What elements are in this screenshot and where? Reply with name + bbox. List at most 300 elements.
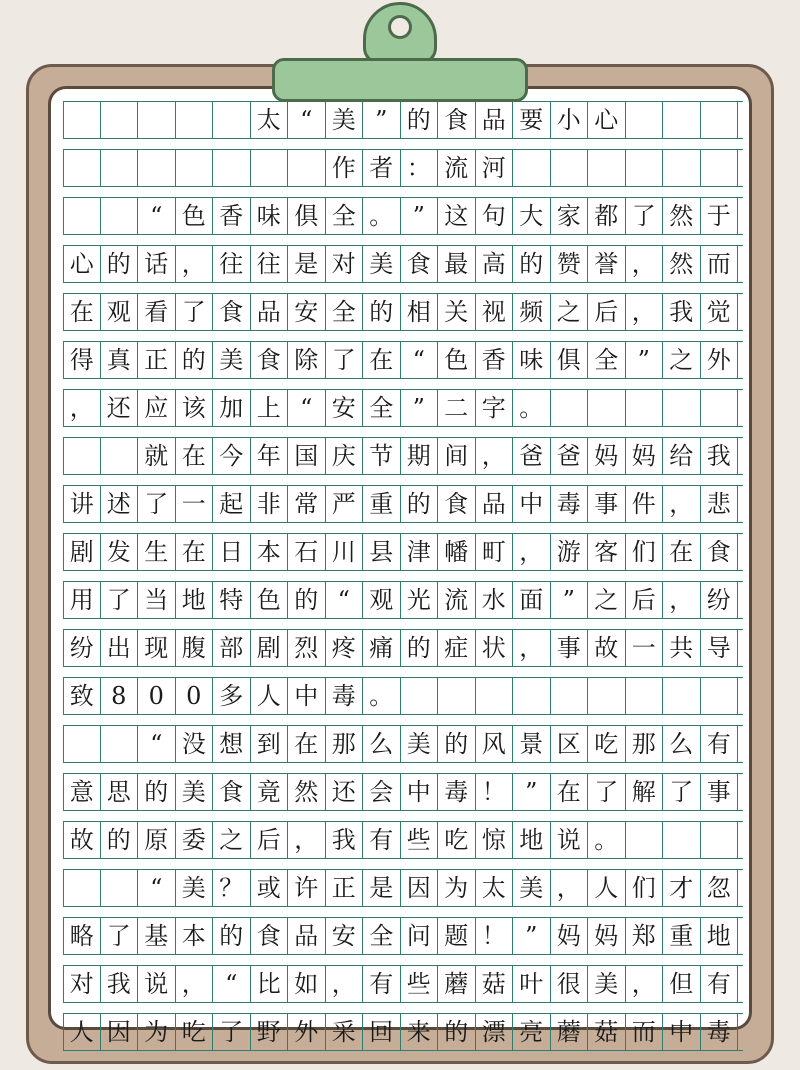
grid-cell: 的 bbox=[513, 246, 551, 282]
grid-cell: 全 bbox=[363, 918, 401, 954]
grid-cell: ” bbox=[401, 390, 439, 426]
grid-cell: 全 bbox=[326, 198, 364, 234]
grid-cell: 美 bbox=[326, 102, 364, 138]
grid-cell bbox=[513, 150, 551, 186]
grid-cell: ？ bbox=[213, 870, 251, 906]
grid-cell: 有 bbox=[363, 822, 401, 858]
grid-cell: 庆 bbox=[326, 438, 364, 474]
grid-cell: ， bbox=[176, 246, 214, 282]
grid-cell: 致 bbox=[63, 678, 101, 714]
grid-cell: 了 bbox=[326, 342, 364, 378]
grid-cell: 说 bbox=[138, 966, 176, 1002]
grid-cell: 共 bbox=[663, 630, 701, 666]
grid-cell: 美 bbox=[176, 774, 214, 810]
grid-cell: 的 bbox=[363, 294, 401, 330]
grid-cell: 妈 bbox=[588, 438, 626, 474]
grid-cell: 事 bbox=[701, 774, 739, 810]
grid-cell: 8 bbox=[101, 678, 139, 714]
grid-cell: 食 bbox=[701, 534, 739, 570]
grid-cell bbox=[101, 726, 139, 762]
grid-cell: 者 bbox=[363, 150, 401, 186]
grid-cell bbox=[476, 678, 514, 714]
grid-cell bbox=[551, 390, 589, 426]
grid-cell: 美 bbox=[176, 870, 214, 906]
clip-plate bbox=[272, 58, 528, 102]
grid-cell: 中 bbox=[288, 678, 326, 714]
grid-cell bbox=[101, 438, 139, 474]
grid-cell: 然 bbox=[288, 774, 326, 810]
grid-cell: 们 bbox=[626, 870, 664, 906]
grid-cell bbox=[701, 102, 739, 138]
grid-cell: ， bbox=[663, 486, 701, 522]
grid-cell: 日 bbox=[213, 534, 251, 570]
grid-cell bbox=[101, 198, 139, 234]
grid-cell: 光 bbox=[401, 582, 439, 618]
grid-cell: 严 bbox=[326, 486, 364, 522]
grid-cell: 高 bbox=[476, 246, 514, 282]
grid-cell: 食 bbox=[251, 342, 289, 378]
grid-cell: 正 bbox=[138, 342, 176, 378]
grid-cell: 安 bbox=[326, 390, 364, 426]
grid-cell: 石 bbox=[288, 534, 326, 570]
grid-cell: 觉 bbox=[701, 294, 739, 330]
grid-cell: “ bbox=[288, 390, 326, 426]
grid-cell: 妈 bbox=[588, 918, 626, 954]
grid-cell: 叶 bbox=[513, 966, 551, 1002]
grid-cell: 食 bbox=[213, 774, 251, 810]
grid-cell: 发 bbox=[101, 534, 139, 570]
grid-cell: “ bbox=[138, 198, 176, 234]
grid-cell: ” bbox=[626, 342, 664, 378]
grid-cell: 0 bbox=[138, 678, 176, 714]
grid-cell: 毒 bbox=[326, 678, 364, 714]
grid-cell: 漂 bbox=[476, 1014, 514, 1050]
grid-cell: 后 bbox=[251, 822, 289, 858]
grid-cell: 纷 bbox=[701, 582, 739, 618]
grid-cell: 的 bbox=[401, 486, 439, 522]
grid-cell: 外 bbox=[288, 1014, 326, 1050]
grid-cell: 地 bbox=[701, 918, 739, 954]
grid-cell: 常 bbox=[288, 486, 326, 522]
grid-cell: 正 bbox=[326, 870, 364, 906]
text-row bbox=[63, 485, 743, 523]
grid-cell: 地 bbox=[513, 822, 551, 858]
grid-cell: 当 bbox=[138, 582, 176, 618]
grid-cell: 食 bbox=[251, 918, 289, 954]
grid-cell: ， bbox=[513, 630, 551, 666]
grid-cell bbox=[626, 678, 664, 714]
grid-cell: 野 bbox=[251, 1014, 289, 1050]
grid-cell: 对 bbox=[63, 966, 101, 1002]
grid-cell: 河 bbox=[476, 150, 514, 186]
grid-cell: ， bbox=[626, 294, 664, 330]
grid-cell: 亮 bbox=[513, 1014, 551, 1050]
clip-ring-icon bbox=[363, 2, 437, 64]
grid-cell: 么 bbox=[363, 726, 401, 762]
grid-cell: 之 bbox=[588, 582, 626, 618]
grid-cell: 现 bbox=[138, 630, 176, 666]
grid-cell: 香 bbox=[476, 342, 514, 378]
grid-cell: 美 bbox=[588, 966, 626, 1002]
text-row bbox=[63, 773, 743, 811]
grid-cell: 没 bbox=[176, 726, 214, 762]
text-row bbox=[63, 629, 743, 667]
grid-cell: 还 bbox=[101, 390, 139, 426]
grid-cell: 0 bbox=[176, 678, 214, 714]
grid-cell: 。 bbox=[588, 822, 626, 858]
grid-cell: 略 bbox=[63, 918, 101, 954]
grid-cell: ， bbox=[288, 822, 326, 858]
grid-cell: 在 bbox=[63, 294, 101, 330]
grid-cell: 的 bbox=[401, 102, 439, 138]
grid-cell: 基 bbox=[138, 918, 176, 954]
grid-cell: 本 bbox=[251, 534, 289, 570]
grid-cell: 烈 bbox=[288, 630, 326, 666]
grid-cell bbox=[438, 678, 476, 714]
grid-cell: 我 bbox=[326, 822, 364, 858]
grid-cell: ” bbox=[401, 198, 439, 234]
writing-grid bbox=[63, 101, 743, 1061]
grid-cell bbox=[588, 678, 626, 714]
grid-cell: 委 bbox=[176, 822, 214, 858]
grid-cell: 人 bbox=[251, 678, 289, 714]
grid-cell: 妈 bbox=[626, 438, 664, 474]
grid-cell: 原 bbox=[138, 822, 176, 858]
grid-cell: 思 bbox=[101, 774, 139, 810]
grid-cell: 在 bbox=[288, 726, 326, 762]
grid-cell: 味 bbox=[251, 198, 289, 234]
grid-cell: 导 bbox=[701, 630, 739, 666]
grid-cell: 很 bbox=[551, 966, 589, 1002]
grid-cell: 今 bbox=[213, 438, 251, 474]
grid-cell: 部 bbox=[213, 630, 251, 666]
grid-cell: 水 bbox=[476, 582, 514, 618]
text-row bbox=[63, 197, 743, 235]
grid-cell: 想 bbox=[213, 726, 251, 762]
grid-cell: 品 bbox=[476, 486, 514, 522]
grid-cell: 游 bbox=[551, 534, 589, 570]
grid-cell: 的 bbox=[101, 822, 139, 858]
grid-cell: 了 bbox=[138, 486, 176, 522]
grid-cell: 外 bbox=[701, 342, 739, 378]
grid-cell: 视 bbox=[476, 294, 514, 330]
grid-cell: 我 bbox=[101, 966, 139, 1002]
grid-cell: 爸 bbox=[513, 438, 551, 474]
grid-cell: 全 bbox=[588, 342, 626, 378]
grid-cell bbox=[663, 102, 701, 138]
grid-cell: 而 bbox=[626, 1014, 664, 1050]
grid-cell: 痛 bbox=[363, 630, 401, 666]
grid-cell: 么 bbox=[663, 726, 701, 762]
grid-cell bbox=[63, 102, 101, 138]
grid-cell: 给 bbox=[663, 438, 701, 474]
grid-cell: 二 bbox=[438, 390, 476, 426]
grid-cell: 间 bbox=[438, 438, 476, 474]
grid-cell: 腹 bbox=[176, 630, 214, 666]
grid-cell bbox=[551, 150, 589, 186]
grid-cell bbox=[701, 150, 739, 186]
grid-cell: 故 bbox=[588, 630, 626, 666]
grid-cell: 吃 bbox=[176, 1014, 214, 1050]
text-row bbox=[63, 725, 743, 763]
grid-cell: 看 bbox=[138, 294, 176, 330]
grid-cell: 观 bbox=[363, 582, 401, 618]
grid-cell: 作 bbox=[326, 150, 364, 186]
text-row bbox=[63, 821, 743, 859]
grid-cell: 些 bbox=[401, 966, 439, 1002]
grid-cell bbox=[213, 150, 251, 186]
grid-cell: 件 bbox=[626, 486, 664, 522]
text-row bbox=[63, 869, 743, 907]
grid-cell: ！ bbox=[476, 918, 514, 954]
title-row bbox=[63, 101, 743, 139]
grid-cell bbox=[663, 390, 701, 426]
grid-cell: 句 bbox=[476, 198, 514, 234]
text-row bbox=[63, 389, 743, 427]
grid-cell bbox=[626, 390, 664, 426]
text-row bbox=[63, 533, 743, 571]
grid-cell: 上 bbox=[251, 390, 289, 426]
grid-cell bbox=[626, 102, 664, 138]
text-row bbox=[63, 245, 743, 283]
grid-cell: 在 bbox=[176, 438, 214, 474]
grid-cell: 字 bbox=[476, 390, 514, 426]
grid-cell: 品 bbox=[288, 918, 326, 954]
grid-cell: 得 bbox=[63, 342, 101, 378]
grid-cell: 要 bbox=[513, 102, 551, 138]
grid-cell: 的 bbox=[101, 246, 139, 282]
grid-cell bbox=[588, 390, 626, 426]
grid-cell: 采 bbox=[326, 1014, 364, 1050]
grid-cell: “ bbox=[213, 966, 251, 1002]
grid-cell: 大 bbox=[513, 198, 551, 234]
grid-cell: 我 bbox=[663, 294, 701, 330]
grid-cell: ， bbox=[63, 390, 101, 426]
grid-cell: 毒 bbox=[701, 1014, 739, 1050]
grid-cell: 一 bbox=[176, 486, 214, 522]
grid-cell: 节 bbox=[363, 438, 401, 474]
grid-cell: ， bbox=[663, 582, 701, 618]
grid-cell: 最 bbox=[438, 246, 476, 282]
text-row bbox=[63, 341, 743, 379]
grid-cell: 了 bbox=[213, 1014, 251, 1050]
grid-cell: 中 bbox=[401, 774, 439, 810]
grid-cell: 客 bbox=[588, 534, 626, 570]
paper-sheet bbox=[48, 86, 752, 1046]
grid-cell: 特 bbox=[213, 582, 251, 618]
grid-cell: 忽 bbox=[701, 870, 739, 906]
grid-cell: 的 bbox=[438, 1014, 476, 1050]
grid-cell: 竟 bbox=[251, 774, 289, 810]
grid-cell: 重 bbox=[663, 918, 701, 954]
grid-cell: 惊 bbox=[476, 822, 514, 858]
grid-cell bbox=[101, 150, 139, 186]
grid-cell: 状 bbox=[476, 630, 514, 666]
grid-cell: 加 bbox=[213, 390, 251, 426]
grid-cell: 蘑 bbox=[438, 966, 476, 1002]
grid-cell: 了 bbox=[588, 774, 626, 810]
text-row bbox=[63, 917, 743, 955]
grid-cell: 的 bbox=[176, 342, 214, 378]
grid-cell: 或 bbox=[251, 870, 289, 906]
grid-cell: 人 bbox=[63, 1014, 101, 1050]
grid-cell bbox=[176, 150, 214, 186]
grid-cell: 流 bbox=[438, 150, 476, 186]
grid-cell: ， bbox=[326, 966, 364, 1002]
grid-cell bbox=[63, 726, 101, 762]
grid-cell: 然 bbox=[663, 198, 701, 234]
grid-cell: 县 bbox=[363, 534, 401, 570]
grid-cell bbox=[138, 150, 176, 186]
grid-cell: 一 bbox=[626, 630, 664, 666]
grid-cell: 区 bbox=[551, 726, 589, 762]
grid-cell bbox=[701, 678, 739, 714]
grid-cell: 出 bbox=[101, 630, 139, 666]
grid-cell: “ bbox=[326, 582, 364, 618]
text-row bbox=[63, 1013, 743, 1051]
grid-cell: 心 bbox=[63, 246, 101, 282]
grid-cell: 该 bbox=[176, 390, 214, 426]
grid-cell: 剧 bbox=[251, 630, 289, 666]
grid-cell: 太 bbox=[476, 870, 514, 906]
grid-cell: 是 bbox=[363, 870, 401, 906]
grid-cell: 俱 bbox=[288, 198, 326, 234]
grid-cell: 回 bbox=[363, 1014, 401, 1050]
grid-cell: 讲 bbox=[63, 486, 101, 522]
grid-cell bbox=[588, 150, 626, 186]
grid-cell: 本 bbox=[176, 918, 214, 954]
grid-cell: 而 bbox=[701, 246, 739, 282]
grid-cell: 频 bbox=[513, 294, 551, 330]
grid-cell: 还 bbox=[326, 774, 364, 810]
grid-cell: 那 bbox=[626, 726, 664, 762]
grid-cell: 毒 bbox=[438, 774, 476, 810]
grid-cell: 往 bbox=[251, 246, 289, 282]
grid-cell: 到 bbox=[251, 726, 289, 762]
grid-cell: 都 bbox=[588, 198, 626, 234]
grid-cell: 食 bbox=[213, 294, 251, 330]
grid-cell: 安 bbox=[326, 918, 364, 954]
grid-cell: 说 bbox=[551, 822, 589, 858]
grid-cell: 才 bbox=[663, 870, 701, 906]
grid-cell: 。 bbox=[513, 390, 551, 426]
grid-cell bbox=[213, 102, 251, 138]
grid-cell: 食 bbox=[438, 486, 476, 522]
grid-cell: 在 bbox=[663, 534, 701, 570]
grid-cell: 津 bbox=[401, 534, 439, 570]
grid-cell: ， bbox=[551, 870, 589, 906]
grid-cell: 的 bbox=[288, 582, 326, 618]
grid-cell: 后 bbox=[626, 582, 664, 618]
grid-cell: 解 bbox=[626, 774, 664, 810]
grid-cell: 观 bbox=[101, 294, 139, 330]
grid-cell: 吃 bbox=[588, 726, 626, 762]
grid-cell: ” bbox=[551, 582, 589, 618]
grid-cell: ， bbox=[626, 246, 664, 282]
grid-cell: 色 bbox=[438, 342, 476, 378]
grid-cell: “ bbox=[288, 102, 326, 138]
grid-cell: 了 bbox=[101, 918, 139, 954]
grid-cell: 菇 bbox=[588, 1014, 626, 1050]
grid-cell: 毒 bbox=[551, 486, 589, 522]
grid-cell bbox=[251, 150, 289, 186]
grid-cell: 誉 bbox=[588, 246, 626, 282]
grid-cell: 比 bbox=[251, 966, 289, 1002]
grid-cell: 流 bbox=[438, 582, 476, 618]
grid-cell bbox=[663, 150, 701, 186]
grid-cell: 问 bbox=[401, 918, 439, 954]
grid-cell: 期 bbox=[401, 438, 439, 474]
grid-cell: 在 bbox=[551, 774, 589, 810]
author-row bbox=[63, 149, 743, 187]
grid-cell: 香 bbox=[213, 198, 251, 234]
grid-cell: 症 bbox=[438, 630, 476, 666]
grid-cell bbox=[138, 102, 176, 138]
grid-cell bbox=[401, 678, 439, 714]
grid-cell: 美 bbox=[401, 726, 439, 762]
grid-cell: 真 bbox=[101, 342, 139, 378]
grid-cell: 蘑 bbox=[551, 1014, 589, 1050]
grid-cell bbox=[626, 150, 664, 186]
grid-cell: 年 bbox=[251, 438, 289, 474]
grid-cell: 色 bbox=[176, 198, 214, 234]
grid-cell: 之 bbox=[551, 294, 589, 330]
grid-cell: 除 bbox=[288, 342, 326, 378]
grid-cell: 的 bbox=[401, 630, 439, 666]
grid-cell: 了 bbox=[101, 582, 139, 618]
grid-cell: 心 bbox=[588, 102, 626, 138]
grid-cell: 因 bbox=[401, 870, 439, 906]
grid-cell: 美 bbox=[363, 246, 401, 282]
grid-cell: 了 bbox=[663, 774, 701, 810]
grid-cell: 我 bbox=[701, 438, 739, 474]
grid-cell: 多 bbox=[213, 678, 251, 714]
grid-cell: 品 bbox=[476, 102, 514, 138]
grid-cell: 美 bbox=[513, 870, 551, 906]
grid-cell: 妈 bbox=[551, 918, 589, 954]
grid-cell: 事 bbox=[588, 486, 626, 522]
text-row bbox=[63, 581, 743, 619]
grid-cell: 美 bbox=[213, 342, 251, 378]
grid-cell: 然 bbox=[663, 246, 701, 282]
grid-cell: 生 bbox=[138, 534, 176, 570]
grid-cell: 于 bbox=[701, 198, 739, 234]
grid-cell: ， bbox=[176, 966, 214, 1002]
text-row bbox=[63, 293, 743, 331]
grid-cell: 川 bbox=[326, 534, 364, 570]
grid-cell bbox=[513, 678, 551, 714]
grid-cell bbox=[63, 438, 101, 474]
text-row bbox=[63, 437, 743, 475]
grid-cell: ， bbox=[513, 534, 551, 570]
grid-cell: 色 bbox=[251, 582, 289, 618]
grid-cell: 家 bbox=[551, 198, 589, 234]
grid-cell: 关 bbox=[438, 294, 476, 330]
grid-cell: 那 bbox=[326, 726, 364, 762]
grid-cell: 用 bbox=[63, 582, 101, 618]
grid-cell: 如 bbox=[288, 966, 326, 1002]
grid-cell: ， bbox=[626, 966, 664, 1002]
text-row bbox=[63, 677, 743, 715]
grid-cell: “ bbox=[401, 342, 439, 378]
grid-cell: 述 bbox=[101, 486, 139, 522]
grid-cell: ” bbox=[363, 102, 401, 138]
grid-cell: 之 bbox=[663, 342, 701, 378]
grid-cell: 因 bbox=[101, 1014, 139, 1050]
grid-cell: ： bbox=[401, 150, 439, 186]
grid-cell: 。 bbox=[363, 198, 401, 234]
grid-cell: 安 bbox=[288, 294, 326, 330]
